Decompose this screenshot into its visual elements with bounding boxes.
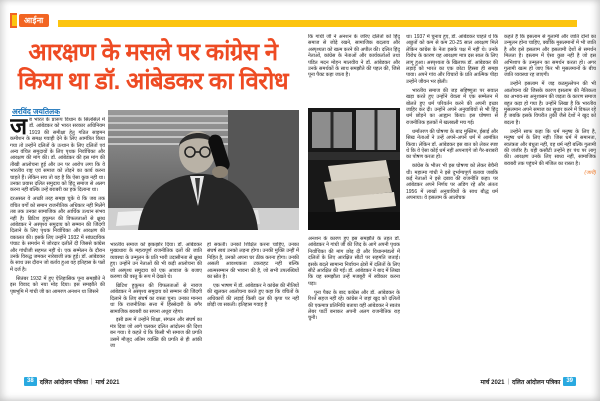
headline-line-1: आरक्षण के मसले पर कांग्रेस ने — [28, 39, 278, 66]
page-number-right: 39 — [563, 377, 576, 386]
paragraph: उन्होंने इसलाम में जड़ कठमुल्लेपन की भी आलोचना की जिसके कारण इसलाम की नैतिकता का अभाव-सा अनुशासन की जड़ता के कारण समाज बहुत कड़ा हो गया है। उन्होंने लिखा है कि भारतीय मुसलमान अपने समाज का सुधार करने में विफल रहे हैं जबकि इसके विपरीत तुर्की जैसे देशों ने खुद को बदला है। — [504, 81, 596, 126]
paragraph: भारतीय समाज को झकझोर दिया। डॉ. आंबेडकर मुख्यधारा के महत्वपूर्ण राजनीतिक दलों की जाति व्यवस्था के उन्मूलन के प्रति भारी उदासीनता से क्षुब्ध हुए। उन्होंने उन नेताओं की भी कड़ी आलोचना की जो अस्पृश्य समुदाय को एक आवाज के बजाए करुणा की वस्तु के रूप में देखते थे। — [110, 242, 202, 281]
paragraph: इसी क्रम में उन्होंने शिक्षा, संगठन और संघर्ष का मंत्र दिया जो आगे चलकर दलित आंदोलन की दिशा बन गया। वे कहते थे कि किसी भी समाज की प्रगति उसमें मौजूद अंतिम व्यक्ति की प्रगति से ही आंकी जा — [110, 317, 202, 350]
continuation-marker: (जारी) — [584, 169, 596, 176]
magazine-name: दलित आंदोलन पत्रिका — [512, 379, 561, 386]
paragraph: एक भाषण में डॉ. आंबेडकर ने कांग्रेस की नीतियों की खुलकर आलोचना करते हुए कहा कि वंचितों के अधिकारों की लड़ाई किसी दल की कृपा पर नहीं छोड़ी जा सकती। इतिहास गवाह है — [207, 282, 299, 309]
paragraph: सितंबर 1932 में हुए ऐतिहासिक पूना समझौते ने इस विवाद को नया मोड़ दिया। इस समझौते की पृष्ठभूमि में गांधी जी का आमरण अनशन था जिसने — [10, 275, 105, 295]
paragraph: उन्होंने साफ कहा कि धर्म मनुष्य के लिए है, मनुष्य धर्म के लिए नहीं। जिस धर्म में समानता, स्वतंत्रता और बंधुता नहीं, वह धर्म नहीं बल्कि गुलामी की जंजीर है। यही कसौटी उन्होंने हर पंथ पर लागू की। आरक्षण उनके लिए साध्य नहीं, सामाजिक बराबरी तक पहुंचने की मंजिल का रास्ता है। — [504, 128, 596, 167]
right-column-1-bottom — [308, 236, 400, 373]
ambedkar-telephone-photo — [108, 110, 299, 230]
paragraph: भारतीय समाज की जड़ सहिष्णुता पर सवाल खड़ा करते हुए उन्होंने येवला में एक सम्मेलन में बोलते हुए धर्म परिवर्तन करने की अपनी इच्छा जाहिर कर दी। उन्होंने अपने अनुयायियों से भी हिंदू धर्म छोड़ने का आह्वान किया। इस घोषणा से राजनीतिक हलकों में खलबली मच गई। — [406, 87, 498, 126]
paragraph: कहते हैं कि इसलाम से गुलामी और जाति दोनों का उन्मूलन होना चाहिए, क्योंकि मुसलमानों में भी जाति है और इसे इसलाम और इसलामी देशों से समर्थन मिलता है। इस्लाम में ऐसा कुछ नहीं है जो इस अभिशाप के उन्मूलन का समर्थन करता हो। अगर गुलामी खत्म हो जाए फिर भी मुसलमानों के बीच जाति व्यवस्था रह जाएगी। — [504, 34, 596, 79]
headline-line-2: किया था डॉ. आंबेडकर का विरोध — [17, 68, 289, 95]
paragraph: पूना पैक्ट के बाद कांग्रेस और डॉ. आंबेडकर के रिश्ते सहज नहीं रहे। कांग्रेस ने जहां खुद को दलितों की एकमात्र प्रतिनिधि बताया वहीं आंबेडकर ने स्वतंत्र लेबर पार्टी बनाकर अपनी अलग राजनीतिक राह चुनी। — [308, 289, 400, 322]
paragraph: धर्मांतरण की घोषणा के बाद मुस्लिम, ईसाई और सिख नेताओं ने उन्हें अपने-अपने धर्म में आमंत्रित किया। लेकिन डॉ. आंबेडकर इस बात को लेकर स्पष्ट थे कि वे ऐसा कोई धर्म नहीं अपनाएंगे जो गैर-बराबरी का पोषण करता हो। — [406, 128, 498, 161]
paragraph: अनशन के कारण हुए इस समझौते के तहत डॉ. आंबेडकर ने गांधी जी की जिद के आगे अपनी पृथक निर्वाचिका की मांग छोड़ दी और विधानमंडलों में दलितों के लिए आरक्षित सीटों पर सहमति जताई। इसके बदले सामान्य निर्वाचन क्षेत्रों में दलितों के लिए सीटें आरक्षित की गईं। डॉ. आंबेडकर ने बाद में लिखा कि यह समझौता उन्हें मजबूरी में स्वीकार करना पड़ा। — [308, 236, 400, 287]
section-tag: आईना — [19, 14, 49, 27]
left-column-3 — [207, 242, 299, 373]
footer-separator: | — [507, 378, 510, 385]
paragraph: दरअसल वे अच्छी तरह समझ चुके थे कि जब तक वंचित वर्गों को समान राजनीतिक अधिकार नहीं मिलेंगे तब तक उनका सामाजिक और आर्थिक उत्थान संभव नहीं है। ब्रिटिश हुकूमत की विफलताओं से क्षुब्ध आंबेडकर ने अस्पृश्य समुदाय को सम्मान की जिंदगी दिलाने के लिए पृथक निर्वाचिका और आरक्षण की वकालत की। इसके लिए उन्होंने 1932 में सांप्रदायिक पंचाट के समर्थन में जोरदार दलीलें दीं जिससे कांग्रेस और गांधीजी सहमत नहीं थे। एक सम्मेलन के दौरान उनके विरुद्ध जमकर नारेबाजी तक हुई। डॉ. आंबेडकर के साथ उस दौरान जो बर्ताव हुआ वह इतिहास के पन्नों में दर्ज है। — [10, 196, 105, 273]
article-headline — [6, 38, 300, 96]
paragraph: कांग्रेस के भीतर भी इस घोषणा को लेकर बेचैनी थी। महात्मा गांधी ने इसे दुर्भाग्यपूर्ण बताया जबकि कई नेताओं ने इसे दबाव की राजनीति कहा। पर आंबेडकर अपने निर्णय पर अडिग रहे और अंततः 1956 में लाखों अनुयायियों के साथ बौद्ध धर्म अपनाया। वे इसलाम के आलोचक — [406, 163, 498, 202]
paragraph: हो सकती। उनको शिक्षित करना चाहिए, उनका संघर्ष स्वयं उनको लड़ना होगा। उनकी मुक्ति उन्हीं में निहित है, उनको अपना घर ठीक करना होगा। उनकी असली आवश्यकता टकराहट नहीं बल्कि आत्मसम्मान की भावना की है, जो सभी उपलब्धियों का स्रोत है। — [207, 242, 299, 281]
footer-left-page — [24, 377, 120, 386]
section-tag-row — [10, 13, 49, 28]
column-paragraphs — [504, 34, 596, 167]
column-paragraphs — [10, 196, 105, 295]
magazine-name: दलित आंदोलन पत्रिका — [39, 379, 88, 386]
footer-separator: | — [90, 378, 93, 385]
footer-right-page — [481, 377, 577, 386]
top-rule — [58, 20, 577, 27]
lead-paragraph — [10, 117, 105, 194]
issue-date: मार्च 2021 — [95, 379, 120, 386]
left-column-1 — [10, 117, 105, 373]
tag-bracket-icon — [10, 13, 17, 28]
dropcap: ज — [10, 117, 28, 139]
paragraph: था। 1937 में चुनाव हुए, डॉ. आंबेडकर चाहते थे कि अछूतों को कम से कम 20-25 साल आरक्षण मिले लेकिन कांग्रेस के नेता इसके पक्ष में नहीं थे। उनके विरोध के कारण यह आरक्षण मात्र दस साल के लिए लागू हुआ। अस्पृश्यता के खिलाफ डॉ. आंबेडकर की लड़ाई को भारत का एक छोटा हिस्सा ही समझ पाया। अपने गांव और विचारों के प्रति आत्मिक पीड़ा उन्होंने जीवन भर झेली। — [406, 34, 498, 85]
author-byline: अरविंद जयतिलक — [12, 107, 60, 116]
right-column-2 — [406, 34, 498, 373]
issue-date: मार्च 2021 — [480, 379, 505, 386]
lead-text: ब भारत के प्रारूप विधान के सिलसिले में डॉ. आंबेडकर को भारत सरकार अधिनियम 1919 की समीक्षा हेतु गठित साइमन कमीशन के समक्ष गवाही देने के लिए आमंत्रित किया गया तो उन्होंने दलितों के उत्थान के लिए दलितों एवं अन्य वंचित समुदायों के लिए पृथक निर्वाचिका और आरक्षण की मांग की। डॉ. आंबेडकर की इस मांग की तीखी आलोचना हुई और उन पर आरोप लगा कि वे भारतीय राष्ट्र एवं समाज को तोड़ने का कार्य करना चाहते हैं। लेकिन सच तो यह है कि ऐसा कुछ नहीं था। उनका प्रयास दलित समुदाय को हिंदू समाज से अलग करना नहीं बल्कि उन्हें बराबरी का हक दिलाना था। — [10, 117, 105, 194]
right-column-3 — [504, 34, 596, 364]
documents-desk-photo — [308, 108, 400, 230]
page-number-left: 38 — [24, 377, 37, 386]
left-column-2 — [110, 242, 202, 373]
right-column-1-top — [308, 34, 400, 108]
paragraph: कि गांधी जी ने अनशन के जरिए दलितों को हिंदू समाज से जोड़े रखने, सामाजिक बदलाव और अस्पृश्यता को खत्म करने की अपील की। दलित हिंदू नेताओं, कांग्रेस के नेताओं और कार्यकर्ताओं तथा पंडित मदन मोहन मालवीय ने डॉ. आंबेडकर और उनके समर्थकों के साथ समझौते की पहल की, जिसे पूना पैक्ट कहा जाता है। — [308, 34, 400, 79]
paragraph: ब्रिटिश हुकूमत की विफलताओं से नाराज आंबेडकर ने अस्पृश्य समुदाय को सम्मान की जिंदगी दिलाने के लिए संघर्ष का रास्ता चुना। उनका मानना था कि राजनीतिक सत्ता में हिस्सेदारी के बगैर सामाजिक बराबरी का सपना अधूरा रहेगा। — [110, 282, 202, 315]
